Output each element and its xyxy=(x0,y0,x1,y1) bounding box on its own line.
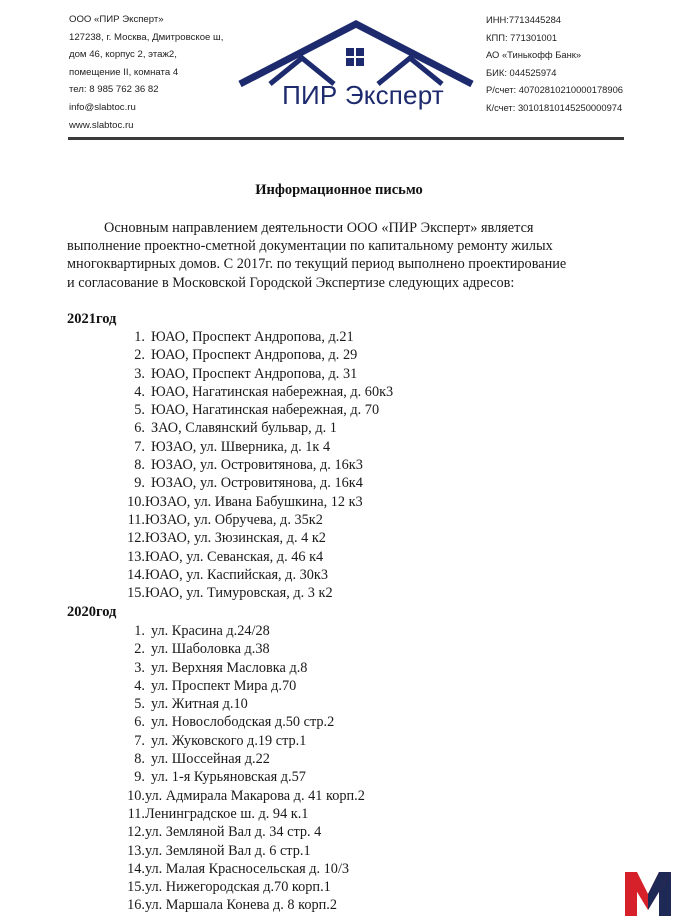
bik: БИК: 044525974 xyxy=(486,66,557,78)
list-item-address: ЮАО, Нагатинская набережная, д. 70 xyxy=(151,402,380,419)
list-item-address: ул. Житная д.10 xyxy=(151,696,248,713)
email: info@slabtoc.ru xyxy=(69,101,136,113)
bank-details xyxy=(486,11,623,117)
list-item xyxy=(121,456,393,474)
list-item xyxy=(121,659,365,677)
list-item xyxy=(121,419,393,437)
intro-paragraph xyxy=(67,219,627,292)
list-item xyxy=(121,622,365,640)
list-item-number: 15. xyxy=(127,879,145,896)
list-item-number: 7. xyxy=(134,438,145,455)
header-divider xyxy=(68,137,624,140)
list-item-number: 5. xyxy=(134,402,145,419)
list-item xyxy=(121,732,365,750)
list-item-address: ЮЗАО, ул. Островитянова, д. 16к4 xyxy=(151,475,363,492)
address-list-2020 xyxy=(121,622,365,915)
list-item-address: ул. Новослободская д.50 стр.2 xyxy=(151,714,335,731)
list-item-number: 14. xyxy=(127,860,145,877)
list-item xyxy=(121,860,365,878)
list-item-address: ул. Проспект Мира д.70 xyxy=(151,677,297,694)
list-item-address: ЮАО, ул. Каспийская, д. 30к3 xyxy=(145,566,328,583)
list-item-number: 6. xyxy=(134,714,145,731)
phone: тел: 8 985 762 36 82 xyxy=(69,84,159,96)
correspondent-account: К/счет: 30101810145250000974 xyxy=(486,101,623,113)
list-item-address: ул. Малая Красносельская д. 10/3 xyxy=(145,860,350,877)
website: www.slabtoc.ru xyxy=(69,119,134,131)
list-item xyxy=(121,896,365,914)
list-item-address: ул. Верхняя Масловка д.8 xyxy=(151,659,308,676)
list-item-address: ЮАО, Проспект Андропова, д. 31 xyxy=(151,365,358,382)
settlement-account: Р/счет: 40702810210000178906 xyxy=(486,84,624,96)
list-item xyxy=(121,493,393,511)
list-item-number: 1. xyxy=(134,623,145,639)
list-item xyxy=(121,474,393,492)
list-item-number: 8. xyxy=(134,457,145,474)
list-item xyxy=(121,823,365,841)
list-item-number: 4. xyxy=(134,383,145,400)
list-item-number: 3. xyxy=(134,365,145,382)
list-item-address: ЮАО, ул. Тимуровская, д. 3 к2 xyxy=(145,585,333,602)
address-line-3: помещение II, комната 4 xyxy=(69,66,179,78)
list-item-number: 16. xyxy=(127,897,145,914)
list-item-address: ЮЗАО, ул. Обручева, д. 35к2 xyxy=(145,511,323,528)
list-item xyxy=(121,695,365,713)
list-item-address: ул. 1-я Курьяновская д.57 xyxy=(151,769,306,786)
year-heading-2021: 2021год xyxy=(67,311,117,327)
list-item-number: 9. xyxy=(134,475,145,492)
list-item-number: 10. xyxy=(127,787,145,804)
list-item-address: ЮАО, ул. Севанская, д. 46 к4 xyxy=(145,548,324,565)
kpp: КПП: 771301001 xyxy=(486,31,558,43)
list-item-address: ЮЗАО, ул. Шверника, д. 1к 4 xyxy=(151,438,331,455)
intro-line: многоквартирных домов. С 2017г. по текущий период выполнено проектирование xyxy=(67,256,567,273)
list-item-number: 9. xyxy=(134,769,145,786)
list-item xyxy=(121,511,393,529)
list-item-number: 13. xyxy=(127,548,145,565)
list-item xyxy=(121,878,365,896)
list-item-address: ул. Адмирала Макарова д. 41 корп.2 xyxy=(145,787,365,804)
list-item xyxy=(121,328,393,346)
address-line-1: 127238, г. Москва, Дмитровское ш, xyxy=(69,31,224,43)
list-item xyxy=(121,529,393,547)
m-logo-icon xyxy=(623,870,673,918)
list-item-address: ул. Земляной Вал д. 6 стр.1 xyxy=(145,842,311,859)
list-item-number: 4. xyxy=(134,677,145,694)
year-heading-2020: 2020год xyxy=(67,604,117,620)
list-item xyxy=(121,842,365,860)
list-item-number: 1. xyxy=(134,329,145,345)
list-item xyxy=(121,713,365,731)
list-item xyxy=(121,438,393,456)
list-item-address: ул. Маршала Конева д. 8 корп.2 xyxy=(145,897,338,914)
list-item-address: ул. Шаболовка д.38 xyxy=(151,641,270,658)
list-item-number: 10. xyxy=(127,493,145,510)
intro-line: и согласование в Московской Городской Экспертизе следующих адресов: xyxy=(67,274,515,291)
list-item-number: 15. xyxy=(127,585,145,602)
list-item-address: ЮЗАО, ул. Островитянова, д. 16к3 xyxy=(151,457,363,474)
list-item-address: ЮЗАО, ул. Зюзинская, д. 4 к2 xyxy=(145,530,326,547)
list-item xyxy=(121,805,365,823)
list-item-number: 12. xyxy=(127,530,145,547)
list-item-address: ул. Жуковского д.19 стр.1 xyxy=(151,732,307,749)
list-item-number: 2. xyxy=(134,641,145,658)
list-item-number: 13. xyxy=(127,842,145,859)
document-title: Информационное письмо xyxy=(255,182,423,198)
address-line-2: дом 46, корпус 2, этаж2, xyxy=(69,49,177,61)
list-item-address: ул. Земляной Вал д. 34 стр. 4 xyxy=(145,824,322,841)
inn: ИНН:7713445284 xyxy=(486,14,562,25)
list-item-address: ЮАО, Проспект Андропова, д. 29 xyxy=(151,347,358,364)
list-item xyxy=(121,346,393,364)
list-item xyxy=(121,566,393,584)
intro-line: Основным направлением деятельности ООО «ПИР Эксперт» является xyxy=(104,220,534,236)
company-logo xyxy=(236,18,476,128)
list-item xyxy=(121,768,365,786)
address-list-2021 xyxy=(121,328,393,602)
list-item-number: 2. xyxy=(134,347,145,364)
list-item-number: 14. xyxy=(127,566,145,583)
list-item xyxy=(121,365,393,383)
intro-line: выполнение проектно-сметной документации по капитальному ремонту жилых xyxy=(67,238,553,255)
list-item-number: 3. xyxy=(134,659,145,676)
list-item xyxy=(121,383,393,401)
list-item-number: 5. xyxy=(134,696,145,713)
company-contacts xyxy=(69,11,223,134)
list-item-address: ЮАО, Нагатинская набережная, д. 60к3 xyxy=(151,383,394,400)
list-item-number: 12. xyxy=(127,824,145,841)
list-item xyxy=(121,401,393,419)
house-roof-icon xyxy=(236,18,476,88)
list-item-address: ул. Красина д.24/28 xyxy=(151,623,270,639)
list-item-number: 6. xyxy=(134,420,145,437)
list-item-number: 8. xyxy=(134,751,145,768)
list-item xyxy=(121,750,365,768)
list-item xyxy=(121,584,393,602)
bank-name: АО «Тинькофф Банк» xyxy=(486,49,582,61)
list-item xyxy=(121,677,365,695)
list-item-number: 7. xyxy=(134,732,145,749)
list-item-number: 11. xyxy=(127,511,145,528)
list-item-address: ЮАО, Проспект Андропова, д.21 xyxy=(151,329,354,345)
list-item xyxy=(121,640,365,658)
list-item-address: ул. Нижегородская д.70 корп.1 xyxy=(145,879,331,896)
list-item xyxy=(121,787,365,805)
list-item-number: 11. xyxy=(127,805,145,822)
list-item-address: ул. Шоссейная д.22 xyxy=(151,751,270,768)
letterhead xyxy=(0,0,678,150)
list-item-address: Ленинградское ш. д. 94 к.1 xyxy=(145,805,309,822)
list-item xyxy=(121,548,393,566)
list-item-address: ЮЗАО, ул. Ивана Бабушкина, 12 к3 xyxy=(145,493,363,510)
company-name: ООО «ПИР Эксперт» xyxy=(69,14,164,25)
logo-text: ПИР Эксперт xyxy=(282,80,444,110)
list-item-address: ЗАО, Славянский бульвар, д. 1 xyxy=(151,420,337,437)
